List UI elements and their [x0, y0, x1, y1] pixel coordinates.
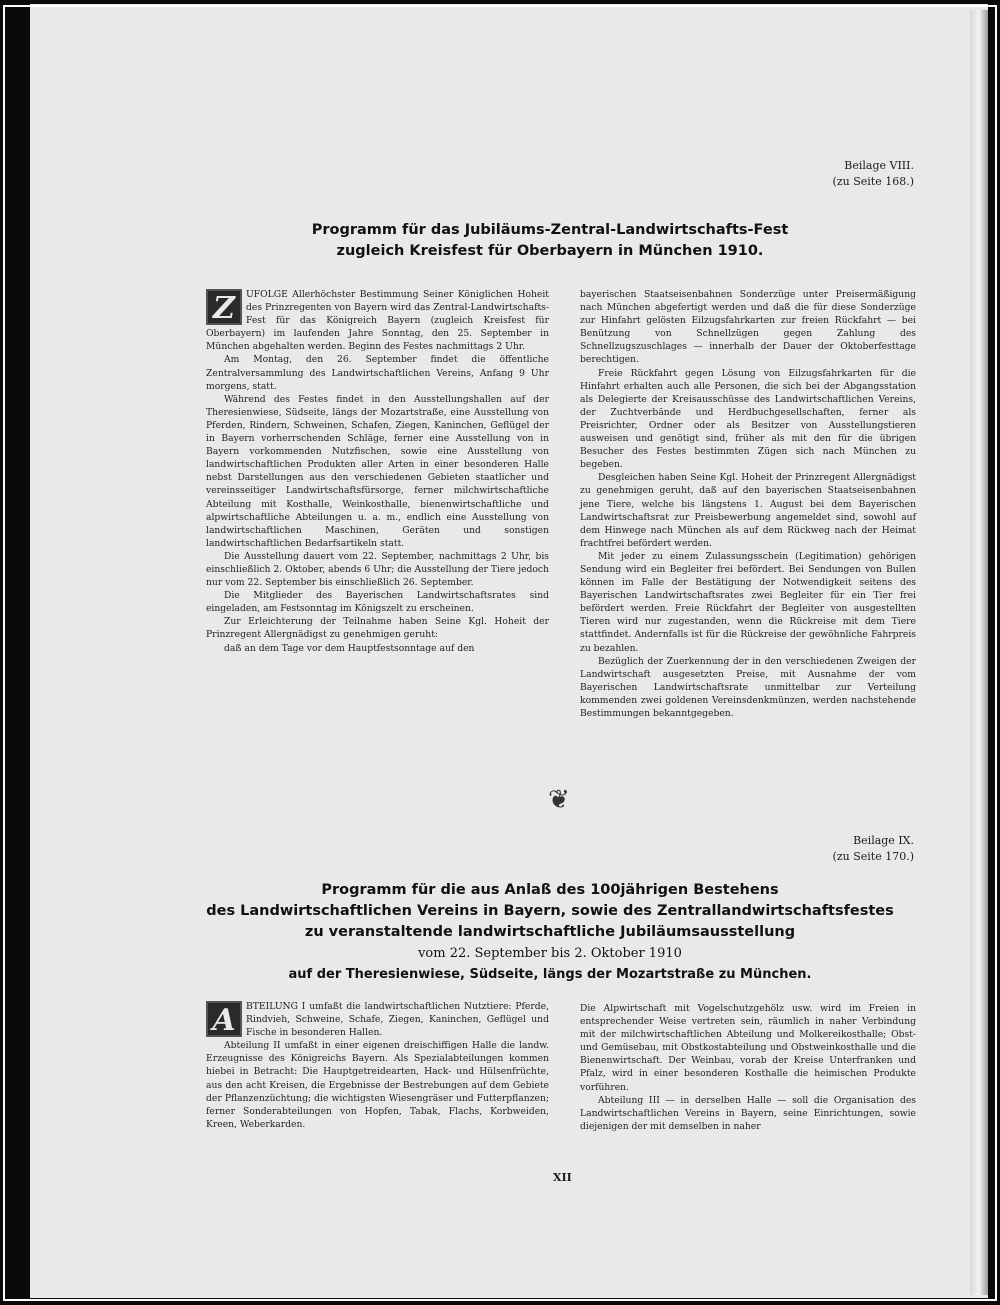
paragraph: Desgleichen haben Seine Kgl. Hoheit der Prinzregent Allergnädigst zu genehmigen geruht, daß auf den bayerischen Staatseisenbahnen jene Tiere, welche bis längstens 1. August bei dem Bayerischen Landwirtschaftsrat zur Preisbewerbung angemeldet sind, sowohl auf dem Hinwege nach München als auf dem Rückweg nach der Heimat frachtfrei befördert werden. — [580, 472, 916, 549]
beilage9-title-line3: zu veranstaltende landwirtschaftliche Jubiläumsausstellung — [304, 924, 796, 940]
beilage9-ref-line2: (zu Seite 170.) — [832, 850, 914, 863]
paragraph: Mit jeder zu einem Zulassungsschein (Legitimation) gehörigen Sendung wird ein Begleiter frei befördert. Bei Sendungen von Bullen können im Falle der Bestätigung der Notwendigkeit seitens des Bayerischen Landwirtschaftsrates zwei Begleiter für ein Tier frei befördert werden. Freie Rückfahrt der Begleiter von ausgestellten Tieren wird nur zugestanden, wenn die Rückreise mit dem Tiere stattfindet. Andernfalls ist für die Rückreise der gewöhnliche Fahrpreis zu bezahlen. — [580, 550, 916, 654]
beilage9-title-line1: Programm für die aus Anlaß des 100jährigen Bestehens — [321, 882, 779, 898]
paragraph: Die Alpwirtschaft mit Vogelschutzgehölz usw. wird im Freien in entsprechender Weise vertreten sein, räumlich in naher Verbindung mit der milchwirtschaftlichen Abteilung und Molkereikosthalle; Obst- und Gemüsebau, mit Obstkostabteilung und Obstweinkosthalle und die Bienenwirtschaft. Der Weinbau, vorab der Kreise Unterfranken und Pfalz, wird in einer besonderen Kosthalle die heimischen Produkte vorführen. — [580, 1003, 916, 1093]
beilage9-right-column — [580, 1002, 916, 1133]
beilage9-title-line2: des Landwirtschaftlichen Vereins in Bayern, sowie des Zentrallandwirtschaftsfestes — [206, 903, 894, 919]
beilage8-right-column — [580, 288, 916, 720]
paragraph: Freie Rückfahrt gegen Lösung von Eilzugsfahrkarten für die Hinfahrt erhalten auch alle Personen, die sich bei der Abgangsstation als Delegierte der Kreisausschüsse des Landwirtschaftlichen Vereins, der Zuchtverbände und Herdbuchgesellschaften, ferner als Preisrichter, Ordner oder als Besitzer von Ausstellungstieren ausweisen und genötigt sind, früher als mit den für die übrigen Besucher des Festes bestimmten Zügen sich nach München zu begeben. — [580, 367, 916, 471]
paragraph: UFOLGE Allerhöchster Bestimmung Seiner Königlichen Hoheit des Prinzregenten von Bayern wird das Zentral-Landwirtschafts-Fest für das Königreich Bayern (zugleich Kreisfest für Oberbayern) im laufenden Jahre Sonntag, den 25. September in München abgehalten werden. Beginn des Festes nachmittags 2 Uhr. — [206, 289, 549, 353]
beilage8-ref-line1: Beilage VIII. — [844, 159, 914, 172]
paragraph: Abteilung II umfaßt in einer eigenen dreischiffigen Halle die landw. Erzeugnisse des Königreichs Bayern. Als Spezialabteilungen kommen hiebei in Betracht: Die Hauptgetreidearten, Hack- und Hülsenfrüchte, aus den acht Kreisen, die Ergebnisse der Bestrebungen auf dem Gebiete der Pflanzenzüchtung; die wichtigsten Wiesengräser und Futterpflanzen; ferner Sonderabteilungen von Hopfen, Tabak, Flachs, Korbweiden, Kreen, Weberkarden. — [206, 1040, 549, 1130]
paragraph: Die Ausstellung dauert vom 22. September, nachmittags 2 Uhr, bis einschließlich 2. Oktober, abends 6 Uhr; die Ausstellung der Tiere jedoch nur vom 22. September bis einschließlich 26. September. — [206, 550, 549, 589]
paragraph: Zur Erleichterung der Teilnahme haben Seine Kgl. Hoheit der Prinzregent Allergnädigst zu genehmigen geruht: — [206, 616, 549, 641]
beilage9-left-column — [206, 1000, 549, 1131]
page-number: XII — [553, 1171, 572, 1184]
beilage9-title-line4: vom 22. September bis 2. Oktober 1910 — [418, 946, 682, 961]
book-spine — [970, 10, 988, 1295]
beilage8-ref-line2: (zu Seite 168.) — [832, 175, 914, 188]
paragraph: Während des Festes findet in den Ausstellungshallen auf der Theresienwiese, Südseite, längs der Mozartstraße, eine Ausstellung von Pferden, Rindern, Schweinen, Schafen, Ziegen, Kaninchen, Geflügel der in Bayern vorherrschenden Schläge, ferner eine Ausstellung von in Bayern vorkommenden Nutzfischen, sowie eine Ausstellung von landwirtschaftlichen Produkten aller Arten in einer besonderen Halle nebst Darstellungen aus den verschiedenen Gebieten staatlicher und vereinsseitiger Landwirtschaftsfürsorge, ferner milchwirtschaftliche Abteilung mit Kosthalle, Weinkosthalle, bienenwirtschaftliche und alpwirtschaftliche Abteilungen u. a. m., endlich eine Ausstellung von landwirtschaftlichen Maschinen, Geräten und sonstigen landwirtschaftlichen Bedarfsartikeln statt. — [206, 393, 549, 549]
beilage9-title — [190, 880, 910, 985]
beilage8-title — [200, 220, 900, 262]
beilage9-ref-line1: Beilage IX. — [853, 834, 914, 847]
paragraph: bayerischen Staatseisenbahnen Sonderzüge unter Preisermäßigung nach München abgefertigt werden und daß die für diese Sonderzüge zur Hinfahrt gelösten Eilzugsfahrkarten zur freien Rückfahrt — bei Benützung von Schnellzügen gegen Zahlung des Schnellzugszuschlages — innerhalb der Dauer der Oktoberfesttage berechtigen. — [580, 289, 916, 366]
beilage8-reference — [833, 158, 914, 190]
beilage8-title-line1: Programm für das Jubiläums-Zentral-Landwirtschafts-Fest — [311, 222, 789, 238]
beilage9-title-line5: auf der Theresienwiese, Südseite, längs der Mozartstraße zu München. — [288, 967, 812, 982]
leaf-ornament-icon: ❦ — [548, 785, 570, 815]
paragraph: Bezüglich der Zuerkennung der in den verschiedenen Zweigen der Landwirtschaft ausgesetzten Preise, mit Ausnahme der vom Bayerischen Landwirtschaftsrate unmittelbar zur Verteilung kommenden zwei goldenen Vereinsdenkmünzen, werden nachstehende Bestimmungen bekanntgegeben. — [580, 655, 916, 719]
beilage9-reference — [833, 833, 914, 865]
paragraph: BTEILUNG I umfaßt die landwirtschaftlichen Nutztiere: Pferde, Rindvieh, Schweine, Schafe, Ziegen, Kaninchen, Geflügel und Fische in besonderen Hallen. — [246, 1001, 549, 1039]
paragraph: Abteilung III — in derselben Halle — soll die Organisation des Landwirtschaftlichen Vereins in Bayern, seine Einrichtungen, sowie diejenigen der mit demselben in naher — [580, 1094, 916, 1132]
paragraph: daß an dem Tage vor dem Hauptfestsonntage auf den — [224, 642, 475, 654]
beilage8-dropcap: Z — [206, 289, 242, 325]
beilage9-dropcap: A — [206, 1001, 242, 1037]
beilage8-title-line2: zugleich Kreisfest für Oberbayern in München 1910. — [336, 243, 764, 259]
paragraph: Die Mitglieder des Bayerischen Landwirtschaftsrates sind eingeladen, am Festsonntag im Königszelt zu erscheinen. — [206, 590, 549, 615]
beilage8-left-column — [206, 288, 549, 655]
paragraph: Am Montag, den 26. September findet die öffentliche Zentralversammlung des Landwirtschaftlichen Vereins, Anfang 9 Uhr morgens, statt. — [206, 354, 549, 392]
